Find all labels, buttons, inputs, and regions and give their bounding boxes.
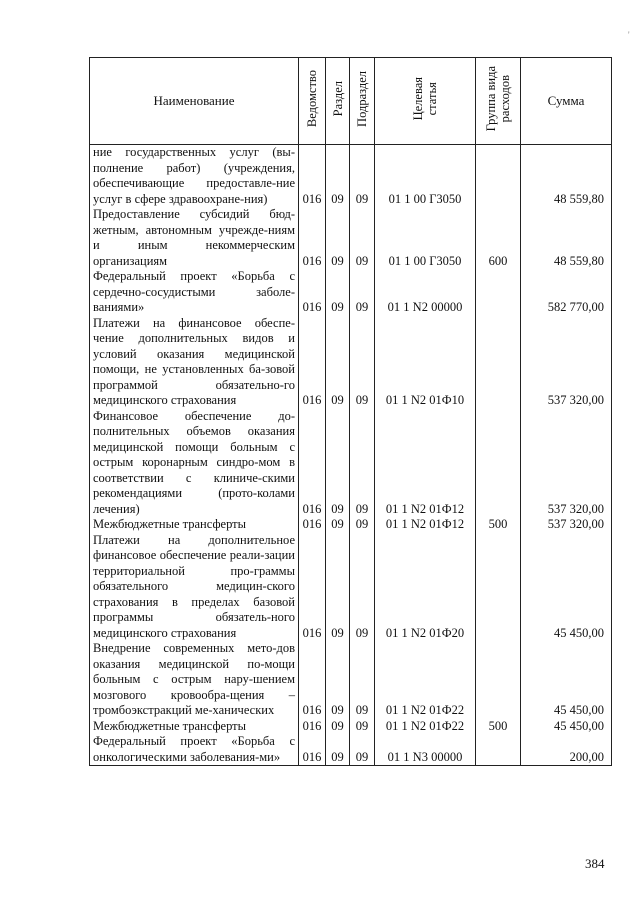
budget-table — [89, 57, 612, 766]
table-row — [90, 533, 612, 642]
row-podrazdel: 09 — [350, 207, 375, 269]
row-vedomstvo: 016 — [299, 316, 326, 409]
table-row — [90, 734, 612, 766]
header-vedomstvo: Ведомство — [299, 58, 326, 145]
row-summa: 45 450,00 — [521, 533, 612, 642]
header-name: Наименование — [90, 58, 299, 145]
row-podrazdel: 09 — [350, 719, 375, 735]
row-name: Межбюджетные трансферты — [90, 517, 299, 533]
row-summa: 200,00 — [521, 734, 612, 766]
row-vedomstvo: 016 — [299, 517, 326, 533]
row-vedomstvo: 016 — [299, 207, 326, 269]
row-razdel: 09 — [326, 145, 350, 208]
row-razdel: 09 — [326, 269, 350, 316]
row-vedomstvo: 016 — [299, 269, 326, 316]
row-podrazdel: 09 — [350, 409, 375, 518]
row-razdel: 09 — [326, 409, 350, 518]
table-row — [90, 517, 612, 533]
row-podrazdel: 09 — [350, 316, 375, 409]
row-summa: 582 770,00 — [521, 269, 612, 316]
row-celevaya-statya: 01 1 N2 01Ф12 — [375, 409, 476, 518]
row-gruppa-vida — [476, 316, 521, 409]
row-gruppa-vida — [476, 145, 521, 208]
row-vedomstvo: 016 — [299, 533, 326, 642]
table-row — [90, 719, 612, 735]
table-body — [90, 145, 612, 766]
scan-edge-mark: ' — [628, 30, 630, 40]
table-row — [90, 316, 612, 409]
table-row — [90, 409, 612, 518]
row-celevaya-statya: 01 1 N2 00000 — [375, 269, 476, 316]
table-header-row — [90, 58, 612, 145]
row-summa: 537 320,00 — [521, 316, 612, 409]
row-podrazdel: 09 — [350, 641, 375, 719]
row-razdel: 09 — [326, 207, 350, 269]
header-gruppa-vida-raskhodov: Группа вида расходов — [476, 58, 521, 145]
table-row — [90, 207, 612, 269]
row-name: Платежи на дополнительное финансовое обеспечение реали-зации территориальной про-граммы обязательного медицин-ского страхования в пределах базовой программы обязатель-ного медицинского страхования — [90, 533, 299, 642]
row-vedomstvo: 016 — [299, 641, 326, 719]
row-celevaya-statya: 01 1 N2 01Ф10 — [375, 316, 476, 409]
row-podrazdel: 09 — [350, 533, 375, 642]
header-razdel: Раздел — [326, 58, 350, 145]
row-vedomstvo: 016 — [299, 145, 326, 208]
row-razdel: 09 — [326, 719, 350, 735]
row-gruppa-vida: 500 — [476, 517, 521, 533]
row-name: Федеральный проект «Борьба с онкологическими заболевания-ми» — [90, 734, 299, 766]
row-celevaya-statya: 01 1 N2 01Ф22 — [375, 719, 476, 735]
header-summa: Сумма — [521, 58, 612, 145]
header-celevaya-statya: Целевая статья — [375, 58, 476, 145]
row-celevaya-statya: 01 1 N2 01Ф22 — [375, 641, 476, 719]
row-celevaya-statya: 01 1 N2 01Ф12 — [375, 517, 476, 533]
row-razdel: 09 — [326, 316, 350, 409]
row-razdel: 09 — [326, 734, 350, 766]
row-gruppa-vida — [476, 533, 521, 642]
row-gruppa-vida — [476, 641, 521, 719]
row-podrazdel: 09 — [350, 517, 375, 533]
row-summa: 45 450,00 — [521, 641, 612, 719]
row-summa: 48 559,80 — [521, 145, 612, 208]
row-gruppa-vida: 600 — [476, 207, 521, 269]
row-summa: 48 559,80 — [521, 207, 612, 269]
row-summa: 45 450,00 — [521, 719, 612, 735]
row-gruppa-vida — [476, 734, 521, 766]
row-razdel: 09 — [326, 533, 350, 642]
row-vedomstvo: 016 — [299, 719, 326, 735]
row-gruppa-vida — [476, 269, 521, 316]
row-podrazdel: 09 — [350, 734, 375, 766]
row-podrazdel: 09 — [350, 145, 375, 208]
row-vedomstvo: 016 — [299, 409, 326, 518]
row-razdel: 09 — [326, 641, 350, 719]
row-gruppa-vida — [476, 409, 521, 518]
row-podrazdel: 09 — [350, 269, 375, 316]
row-razdel: 09 — [326, 517, 350, 533]
row-celevaya-statya: 01 1 00 Г3050 — [375, 145, 476, 208]
row-celevaya-statya: 01 1 N3 00000 — [375, 734, 476, 766]
row-name: Федеральный проект «Борьба с сердечно-сосудистыми заболе-ваниями» — [90, 269, 299, 316]
row-name: Межбюджетные трансферты — [90, 719, 299, 735]
row-celevaya-statya: 01 1 00 Г3050 — [375, 207, 476, 269]
page-number: 384 — [585, 856, 605, 871]
row-celevaya-statya: 01 1 N2 01Ф20 — [375, 533, 476, 642]
row-name: Платежи на финансовое обеспе-чение дополнительных видов и условий оказания медицинской помощи, не установленных ба-зовой программой обязательно-го медицинского страхования — [90, 316, 299, 409]
row-vedomstvo: 016 — [299, 734, 326, 766]
table-row — [90, 145, 612, 208]
row-name: ние государственных услуг (вы-полнение работ) (учреждения, обеспечивающие предоставле-ние услуг в сфере здравоохране-ния) — [90, 145, 299, 208]
row-gruppa-vida: 500 — [476, 719, 521, 735]
row-name: Внедрение современных мето-дов оказания медицинской по-мощи больным с острым нару-шением мозгового кровообра-щения – тромбоэкстракций ме-ханических — [90, 641, 299, 719]
row-name: Финансовое обеспечение до-полнительных объемов оказания медицинской помощи больным с острым коронарным синдро-мом в соответствии с клиниче-скими рекомендациями (прото-колами лечения) — [90, 409, 299, 518]
row-summa: 537 320,00 — [521, 409, 612, 518]
header-podrazdel: Подраздел — [350, 58, 375, 145]
table-row — [90, 641, 612, 719]
row-summa: 537 320,00 — [521, 517, 612, 533]
table-row — [90, 269, 612, 316]
row-name: Предоставление субсидий бюд-жетным, автономным учрежде-ниям и иным некоммерческим организациям — [90, 207, 299, 269]
